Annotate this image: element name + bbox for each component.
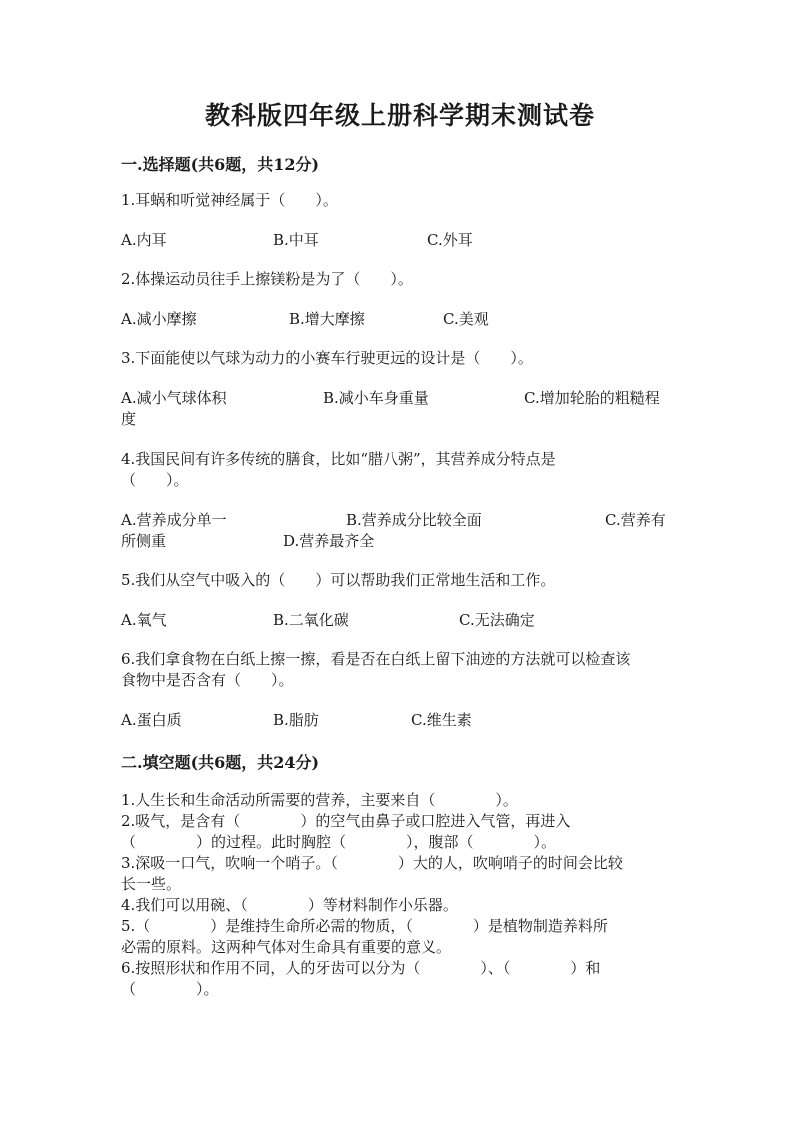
question-stem: 4.我国民间有许多传统的膳食，比如“腊八粥”，其营养成分特点是 <box>121 450 556 468</box>
option-c: C.外耳 <box>427 231 473 249</box>
question-stem-continued: 食物中是否含有（ ）。 <box>121 671 294 689</box>
option-b: B.中耳 <box>273 231 319 249</box>
question-stem: 6.我们拿食物在白纸上擦一擦，看是否在白纸上留下油迹的方法就可以检查该 <box>121 650 631 668</box>
option-c-continued: 度 <box>121 410 137 428</box>
question-stem: 5.我们从空气中吸入的（ ）可以帮助我们正常地生活和工作。 <box>121 571 556 589</box>
option-b: B.二氧化碳 <box>273 611 349 629</box>
option-b: B.脂肪 <box>273 711 319 729</box>
option-b: B.营养成分比较全面 <box>346 511 482 529</box>
question-stem: 3.下面能使以气球为动力的小赛车行驶更远的设计是（ ）。 <box>121 349 533 367</box>
option-a: A.营养成分单一 <box>121 511 227 529</box>
question-stem: 1.耳蜗和听觉神经属于（ ）。 <box>121 191 338 209</box>
fill-line: 5.（ ）是维持生命所必需的物质，（ ）是植物制造养料所 <box>121 917 608 935</box>
option-c: C.增加轮胎的粗糙程 <box>524 389 660 407</box>
option-c: C.美观 <box>443 310 489 328</box>
page-title: 教科版四年级上册科学期末测试卷 <box>204 101 595 130</box>
option-a: A.蛋白质 <box>121 711 182 729</box>
question-stem-continued: （ ）。 <box>121 471 189 489</box>
option-a: A.减小摩擦 <box>121 310 197 328</box>
option-c: C.无法确定 <box>459 611 535 629</box>
fill-line: 2.吸气，是含有（ ）的空气由鼻子或口腔进入气管，再进入 <box>121 812 571 830</box>
fill-line: 长一些。 <box>121 875 182 893</box>
option-c-continued: 所侧重 <box>121 532 167 550</box>
fill-line: 必需的原料。这两种气体对生命具有重要的意义。 <box>121 938 452 956</box>
fill-line: 4.我们可以用碗、（ ）等材料制作小乐器。 <box>121 896 458 914</box>
fill-line: 3.深吸一口气，吹响一个哨子。（ ）大的人，吹响哨子的时间会比较 <box>121 854 623 872</box>
option-b: B.减小车身重量 <box>323 389 429 407</box>
section-heading-choice: 一.选择题(共6题，共12分) <box>121 155 320 174</box>
option-c: C.营养有 <box>605 511 666 529</box>
option-b: B.增大摩擦 <box>289 310 365 328</box>
option-c: C.维生素 <box>411 711 472 729</box>
option-d: D.营养最齐全 <box>283 532 375 550</box>
option-a: A.减小气球体积 <box>121 389 227 407</box>
option-a: A.内耳 <box>121 231 167 249</box>
fill-line: （ ）的过程。此时胸腔（ ），腹部（ ）。 <box>121 833 557 851</box>
fill-line: 6.按照形状和作用不同，人的牙齿可以分为（ ）、（ ）和 <box>121 959 601 977</box>
fill-line: 1.人生长和生命活动所需要的营养，主要来自（ ）。 <box>121 791 518 809</box>
fill-line: （ ）。 <box>121 980 219 998</box>
question-stem: 2.体操运动员往手上擦镁粉是为了（ ）。 <box>121 270 413 288</box>
section-heading-fill: 二.填空题(共6题，共24分) <box>121 753 320 772</box>
option-a: A.氧气 <box>121 611 167 629</box>
